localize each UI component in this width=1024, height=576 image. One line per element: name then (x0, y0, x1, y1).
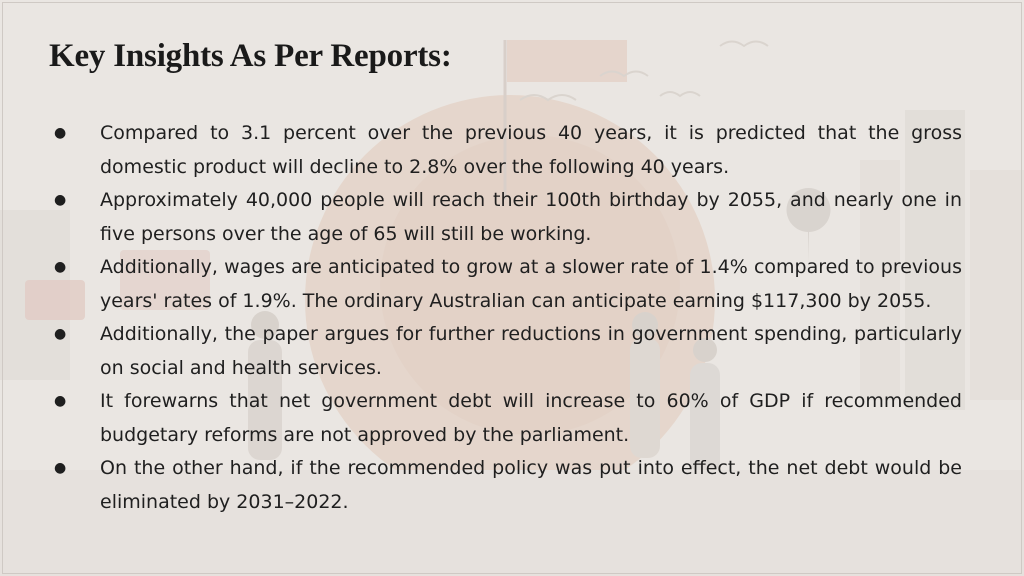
bullet-item (52, 452, 962, 519)
bullet-text: Additionally, the paper argues for further reductions in government spending, particularly on social and health services. (100, 323, 962, 379)
bullet-marker: ● (54, 460, 67, 476)
bullet-text: It forewarns that net government debt will increase to 60% of GDP if recommended budgetary reforms are not approved by the parliament. (100, 390, 962, 446)
bullet-list (52, 117, 962, 519)
bullet-text: Approximately 40,000 people will reach their 100th birthday by 2055, and nearly one in five persons over the age of 65 will still be working. (100, 189, 962, 245)
bullet-marker: ● (54, 393, 67, 409)
bullet-marker: ● (54, 259, 67, 275)
bullet-item (52, 318, 962, 385)
bullet-item (52, 117, 962, 184)
bullet-item (52, 385, 962, 452)
bullet-marker: ● (54, 125, 67, 141)
bullet-text: On the other hand, if the recommended policy was put into effect, the net debt would be eliminated by 2031–2022. (100, 457, 962, 513)
bullet-item (52, 251, 962, 318)
bullet-text: Additionally, wages are anticipated to grow at a slower rate of 1.4% compared to previous years' rates of 1.9%. The ordinary Australian can anticipate earning $117,300 by 2055. (100, 256, 962, 312)
bullet-marker: ● (54, 326, 67, 342)
bullet-marker: ● (54, 192, 67, 208)
slide-title: Key Insights As Per Reports: (49, 38, 452, 74)
bullet-text: Compared to 3.1 percent over the previous 40 years, it is predicted that the gross domestic product will decline to 2.8% over the following 40 years. (100, 122, 962, 178)
bullet-item (52, 184, 962, 251)
